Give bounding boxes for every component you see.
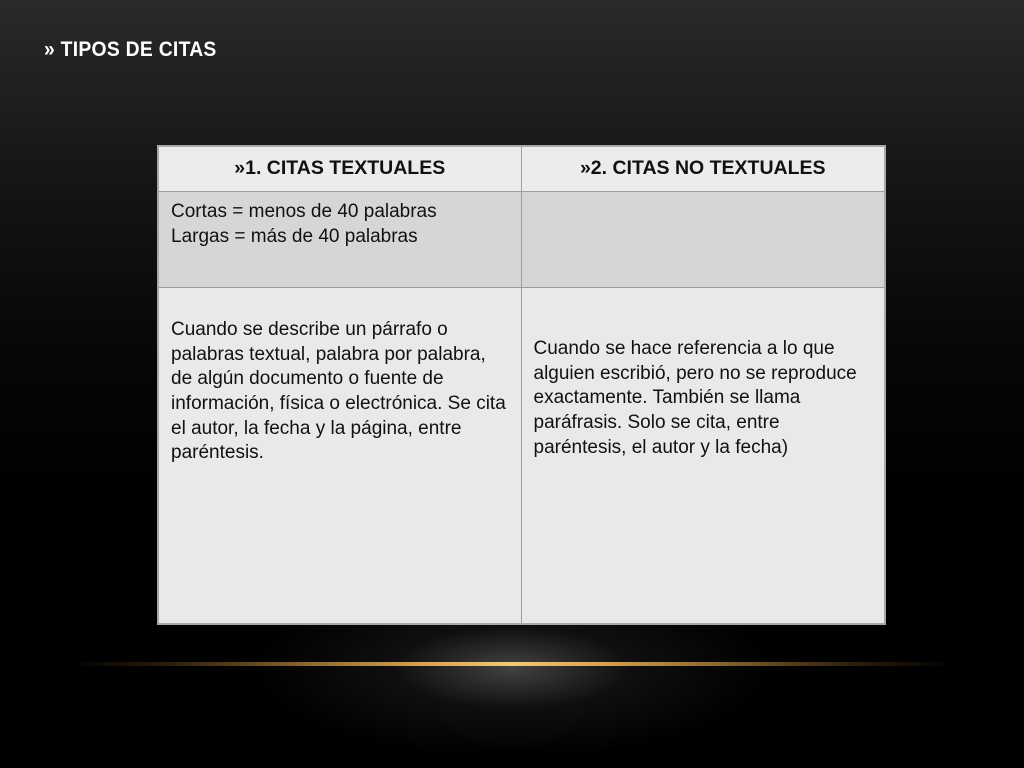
- largas-line: Largas = más de 40 palabras: [171, 225, 418, 247]
- citas-table: [157, 145, 886, 625]
- cell-textuales-description: Cuando se describe un párrafo o palabras textual, palabra por palabra, de algún documento o fuente de información, física o electrónica. Se cita el autor, la fecha y la página, entre paréntesis.: [158, 288, 521, 625]
- table-row: [158, 192, 885, 288]
- cell-no-textuales-description: Cuando se hace referencia a lo que alguien escribió, pero no se reproduce exactamente. También se llama paráfrasis. Solo se cita, entre paréntesis, el autor y la fecha): [521, 288, 885, 625]
- header-citas-textuales: »1. CITAS TEXTUALES: [158, 146, 521, 192]
- cortas-line: Cortas = menos de 40 palabras: [171, 201, 437, 222]
- header-citas-no-textuales: »2. CITAS NO TEXTUALES: [521, 146, 885, 192]
- table-header-row: [158, 146, 885, 192]
- cell-textuales-length: [158, 192, 521, 288]
- cell-no-textuales-empty: [521, 192, 885, 288]
- slide-title: » TIPOS DE CITAS: [44, 38, 217, 61]
- accent-glow-line: [70, 662, 954, 666]
- table-row: [158, 288, 885, 625]
